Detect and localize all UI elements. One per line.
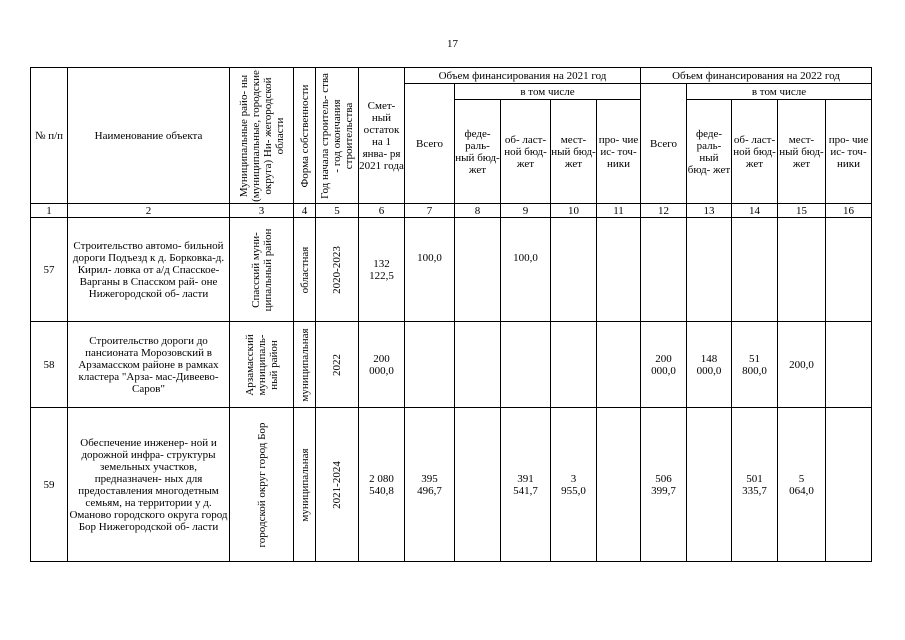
estimate-value-line1: 132 [373,257,390,270]
header-local-2021: мест- ный бюд- жет [551,100,597,204]
estimate-value-line1: 200 [373,352,390,365]
header-years-text: Год начала строитель- ства - год окончания строительства [319,72,355,199]
total-2022-line2: 399,7 [651,484,676,497]
district-cell [230,408,294,562]
federal-2021-cell [455,408,501,562]
header-other-2022: про- чие ис- точ- ники [826,100,872,204]
column-number: 6 [359,204,405,218]
regional-2021-cell [501,218,551,322]
local-2021-line1: 3 [570,472,577,485]
object-name: Обеспечение инженер- ной и дорожной инфра- структуры земельных участков, предназначен- ных для предоставления многодетным семьям, на территории у д. Оманово городского округа город Бор Нижегородской об- ласти [68,408,230,562]
total-2021-cell [405,218,455,322]
regional-2021-line1: 100,0 [513,251,538,264]
regional-2021-cell [501,408,551,562]
total-2021-line1: 395 [421,472,438,485]
header-district [230,68,294,204]
header-total-2022: Всего [641,84,687,204]
total-2021-cell [405,322,455,408]
district-text: городской округ город Бор [255,422,268,547]
column-number: 3 [230,204,294,218]
years-text: 2021-2024 [331,460,343,509]
local-2022-line1: 200,0 [789,358,814,371]
regional-2022-line2: 800,0 [742,364,767,377]
column-number: 2 [68,204,230,218]
estimate-value-line2: 540,8 [369,484,394,497]
header-estimate: Смет- ный остаток на 1 янва- ря 2021 года [359,68,405,204]
row-number: 58 [31,322,68,408]
local-2022-line2: 064,0 [789,484,814,497]
local-2021-cell [551,218,597,322]
header-including-2021: в том числе [455,84,641,100]
federal-2022-cell [687,408,732,562]
years-cell [316,218,359,322]
years-text: 2020-2023 [331,245,343,294]
other-2021-cell [597,322,641,408]
total-2022-line1: 506 [655,472,672,485]
other-2022-cell [826,408,872,562]
regional-2021-line1: 391 [517,472,534,485]
table-row [31,218,872,322]
header-district-text: Муниципальные райо- ны (муниципальные, городские округа) Ни- жегородской области [237,69,286,202]
years-text: 2022 [331,353,343,376]
district-text: Арзамасский муниципаль- ный район [243,333,280,396]
total-2022-line2: 000,0 [651,364,676,377]
header-other-2021: про- чие ис- точ- ники [597,100,641,204]
column-number: 1 [31,204,68,218]
local-2022-cell [778,408,826,562]
district-text: Спасский муни- ципальный район [249,228,274,311]
header-federal-2022: феде- раль- ный бюд- жет [687,100,732,204]
header-years [316,68,359,204]
ownership-cell [294,408,316,562]
header-name: Наименование объекта [68,68,230,204]
header-ownership-text: Форма собственности [298,84,311,187]
federal-2022-line2: 000,0 [696,364,722,377]
header-total-2021: Всего [405,84,455,204]
local-2021-cell [551,408,597,562]
federal-2022-cell [687,218,732,322]
local-2021-line2: 955,0 [561,484,586,497]
other-2021-cell [597,218,641,322]
estimate-cell [359,218,405,322]
table-row [31,322,872,408]
header-local-2022: мест- ный бюд- жет [778,100,826,204]
object-name: Строительство автомо- бильной дороги Подъезд к д. Борковка-д. Кирил- ловка от а/д Спасское- Варганы в Спасском рай- оне Нижегородской об- ласти [68,218,230,322]
header-no: № п/п [31,68,68,204]
column-number: 7 [405,204,455,218]
regional-2021-cell [501,322,551,408]
column-number: 13 [687,204,732,218]
total-2022-cell [641,218,687,322]
header-ownership [294,68,316,204]
objects-table [30,67,872,562]
local-2022-cell [778,322,826,408]
column-number: 11 [597,204,641,218]
ownership-cell [294,322,316,408]
header-regional-2022: об- ласт- ной бюд- жет [732,100,778,204]
header-fin-2021: Объем финансирования на 2021 год [405,68,641,84]
other-2022-cell [826,218,872,322]
object-name: Строительство дороги до пансионата Морозовский в Арзамасском районе в рамках кластера "Арза- мас-Дивеево-Саров" [68,322,230,408]
total-2022-cell [641,322,687,408]
column-numbers-row [31,204,872,218]
district-cell [230,218,294,322]
header-including-2022: в том числе [687,84,872,100]
estimate-cell [359,322,405,408]
total-2021-line2: 496,7 [417,484,442,497]
other-2021-cell [597,408,641,562]
column-number: 10 [551,204,597,218]
ownership-text: муниципальная [298,327,311,402]
column-number: 14 [732,204,778,218]
ownership-cell [294,218,316,322]
other-2022-cell [826,322,872,408]
local-2021-cell [551,322,597,408]
regional-2021-line2: 541,7 [513,484,538,497]
total-2021-cell [405,408,455,562]
header-federal-2021: феде- раль- ный бюд- жет [455,100,501,204]
column-number: 9 [501,204,551,218]
ownership-text: областная [298,246,311,293]
table-row [31,408,872,562]
header-regional-2021: об- ласт- ной бюд- жет [501,100,551,204]
ownership-text: муниципальная [298,447,311,522]
years-cell [316,408,359,562]
estimate-value-line2: 122,5 [369,269,394,282]
federal-2022-cell [687,322,732,408]
local-2022-cell [778,218,826,322]
column-number: 16 [826,204,872,218]
regional-2022-cell [732,218,778,322]
federal-2022-line1: 148 [700,352,718,365]
total-2022-cell [641,408,687,562]
federal-2021-cell [455,218,501,322]
header-fin-2022: Объем финансирования на 2022 год [641,68,872,84]
regional-2022-line2: 335,7 [742,484,767,497]
column-number: 15 [778,204,826,218]
regional-2022-cell [732,322,778,408]
row-number: 59 [31,408,68,562]
column-number: 4 [294,204,316,218]
row-number: 57 [31,218,68,322]
column-number: 8 [455,204,501,218]
years-cell [316,322,359,408]
regional-2022-cell [732,408,778,562]
local-2022-line1: 5 [798,472,805,485]
column-number: 5 [316,204,359,218]
estimate-cell [359,408,405,562]
estimate-value-line1: 2 080 [369,472,394,485]
column-number: 12 [641,204,687,218]
page-number: 17 [447,38,458,50]
district-cell [230,322,294,408]
regional-2022-line1: 51 [749,352,760,365]
total-2021-line1: 100,0 [417,251,442,264]
regional-2022-line1: 501 [746,472,763,485]
total-2022-line1: 200 [655,352,672,365]
federal-2021-cell [455,322,501,408]
estimate-value-line2: 000,0 [369,364,394,377]
